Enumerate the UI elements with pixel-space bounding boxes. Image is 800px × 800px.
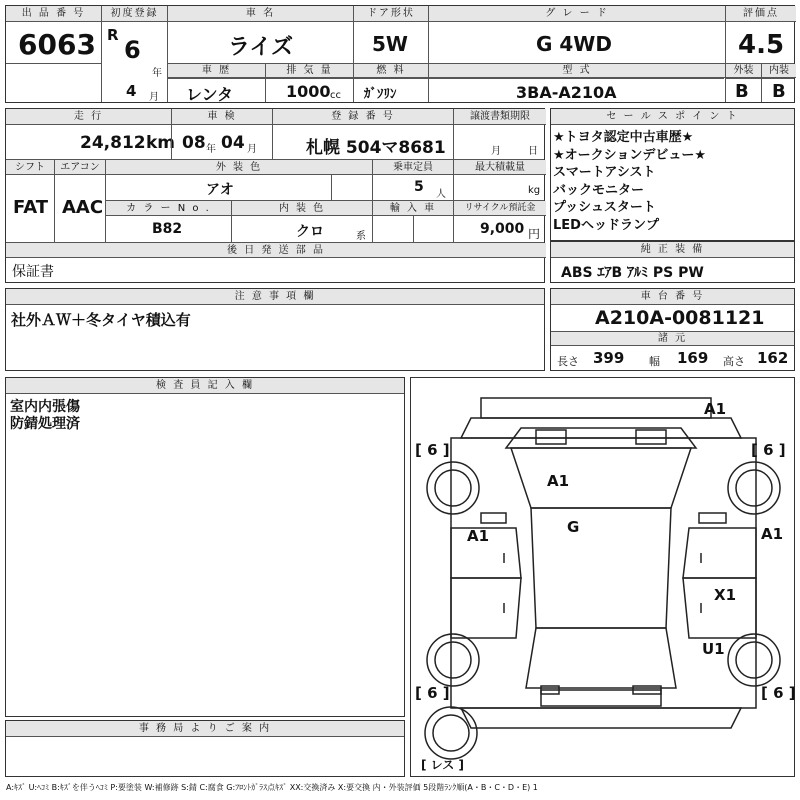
- model-value: 3BA-A210A: [516, 83, 617, 102]
- max-load-label: 最大積載量: [454, 160, 546, 175]
- inspection-month-unit: 月: [247, 144, 257, 155]
- height-label: 高さ: [723, 355, 745, 368]
- dims-label: 諸 元: [551, 332, 794, 346]
- first-reg-month: 4: [126, 82, 137, 100]
- inspection-year-unit: 年: [206, 144, 216, 155]
- width-value: 169: [677, 349, 709, 367]
- equipment-box: [550, 241, 795, 283]
- transfer-label: 譲渡書類期限: [454, 109, 546, 125]
- fuel-label: 燃 料: [354, 64, 428, 78]
- later-parts-value: 保証書: [12, 264, 54, 280]
- displacement-value: 1000: [286, 82, 331, 101]
- recycle-unit: 円: [528, 227, 541, 241]
- sales-point-item: ★オークションデビュー★: [553, 147, 707, 163]
- score-label: 評価点: [726, 6, 796, 22]
- office-box: [5, 720, 405, 777]
- legend: A:ｷｽﾞ U:ﾍｺﾐ B:ｷｽﾞを伴うﾍｺﾐ P:要塗装 W:補修跡 S:錆 C:腐食 G:ﾌﾛﾝﾄｶﾞﾗｽ点ｷｽﾞ XX:交換済み X:要交換 内・外装評価 5段階ﾗﾝｸ順(A・B・C・D・E) 1: [6, 783, 538, 792]
- history-value: レンタ: [186, 85, 233, 104]
- equipment-value: ABS ｴｱB ｱﾙﾐ PS PW: [561, 265, 704, 281]
- first-reg-year: 6: [124, 36, 141, 64]
- sales-point-item: バックモニター: [553, 182, 645, 198]
- inspector-box: [5, 377, 405, 717]
- aircon-label: エアコン: [55, 160, 105, 175]
- sales-point-item: ★トヨタ認定中古車歴★: [553, 130, 694, 145]
- width-label: 幅: [649, 355, 660, 368]
- notes-value: 社外ＡＷ＋冬タイヤ積込有: [11, 311, 191, 329]
- inspection-month: 04: [221, 133, 245, 153]
- damage-mark-left: A1: [467, 527, 490, 545]
- sales-points-label: セ ー ル ス ポ イ ン ト: [551, 109, 794, 125]
- import-label: 輸 入 車: [373, 201, 453, 216]
- exterior-color-label: 外 装 色: [106, 160, 372, 175]
- transfer-day-unit: 日: [528, 146, 538, 157]
- notes-label: 注 意 事 項 欄: [6, 289, 544, 305]
- tire-rl: [ 6 ]: [415, 684, 450, 702]
- car-name: ライズ: [228, 35, 294, 60]
- sales-points-box: [550, 108, 795, 241]
- color-no-value: B82: [152, 221, 183, 237]
- inspection-label: 車 検: [172, 109, 272, 125]
- displacement-label: 排 気 量: [266, 64, 353, 78]
- displacement-unit: cc: [330, 90, 341, 101]
- int-score: B: [772, 81, 786, 102]
- lot-label: 出 品 番 号: [6, 6, 101, 22]
- ext-score: B: [735, 81, 749, 102]
- shift-value: FAT: [13, 197, 49, 218]
- sales-point-item: LEDヘッドランプ: [553, 217, 659, 233]
- car-outline: [411, 378, 794, 776]
- sales-point-item: スマートアシスト: [553, 165, 656, 180]
- interior-color-value: クロ: [296, 224, 324, 240]
- damage-mark-right: A1: [761, 525, 784, 543]
- model-label: 型 式: [429, 64, 725, 78]
- first-reg-month-unit: 月: [149, 92, 159, 103]
- recycle-value: 9,000: [480, 221, 525, 237]
- capacity-unit: 人: [436, 189, 446, 200]
- notes-box: [5, 288, 545, 371]
- later-parts-label: 後 日 発 送 部 品: [6, 243, 546, 258]
- color-no-label: カ ラ ー N o .: [106, 201, 231, 216]
- tire-rr: [ 6 ]: [761, 684, 796, 702]
- top-block: [5, 5, 795, 103]
- capacity-label: 乗車定員: [373, 160, 453, 175]
- damage-mark-hood: A1: [547, 472, 570, 490]
- aircon-value: AAC: [62, 197, 104, 218]
- damage-diagram: [410, 377, 795, 777]
- damage-mark-front: A1: [704, 400, 727, 418]
- max-load-unit: kg: [528, 185, 541, 196]
- car-name-label: 車 名: [168, 6, 353, 22]
- tire-fr: [ 6 ]: [751, 441, 786, 459]
- fuel-value: ｶﾞｿﾘﾝ: [364, 87, 397, 102]
- transfer-month-unit: 月: [491, 146, 501, 157]
- damage-mark-glass: G: [567, 518, 580, 536]
- mid-block: [5, 108, 545, 283]
- length-value: 399: [593, 349, 625, 367]
- mileage-value: 24,812: [80, 133, 146, 153]
- shift-label: シフト: [6, 160, 54, 175]
- sales-point-item: プッシュスタート: [553, 200, 656, 215]
- ext-score-label: 外装: [726, 64, 761, 78]
- interior-color-label: 内 装 色: [232, 201, 372, 216]
- grade-value: G 4WD: [536, 32, 612, 56]
- capacity-value: 5: [414, 179, 424, 195]
- damage-mark-rear: U1: [702, 640, 725, 658]
- tire-fl: [ 6 ]: [415, 441, 450, 459]
- mileage-label: 走 行: [6, 109, 171, 125]
- inspector-line-2: 防錆処理済: [10, 416, 80, 432]
- int-score-label: 内装: [762, 64, 796, 78]
- recycle-label: リサイクル預託金: [454, 201, 546, 216]
- chassis-value: A210A-0081121: [595, 307, 765, 329]
- inspection-year: 08: [182, 133, 206, 153]
- sales-points-list: [553, 129, 706, 234]
- mileage-unit: km: [146, 133, 176, 153]
- office-label: 事 務 局 よ り ご 案 内: [6, 721, 404, 737]
- equipment-label: 純 正 装 備: [551, 242, 794, 258]
- exterior-color-value: アオ: [206, 182, 234, 198]
- door-label: ドア形状: [354, 6, 428, 22]
- height-value: 162: [757, 349, 789, 367]
- interior-color-unit: 系: [356, 231, 366, 242]
- spare-tire: [ レス ]: [421, 758, 464, 772]
- plate-value: 札幌 504マ8681: [306, 138, 446, 158]
- first-reg-year-unit: 年: [152, 68, 162, 79]
- first-reg-era: R: [107, 26, 119, 44]
- damage-mark-right-rear: X1: [714, 586, 737, 604]
- inspector-label: 検 査 員 記 入 欄: [6, 378, 404, 394]
- history-label: 車 歴: [168, 64, 265, 78]
- chassis-box: [550, 288, 795, 371]
- first-reg-label: 初度登録: [102, 6, 167, 22]
- inspector-line-1: 室内内張傷: [10, 399, 80, 415]
- plate-label: 登 録 番 号: [273, 109, 453, 125]
- length-label: 長さ: [557, 355, 579, 368]
- chassis-label: 車 台 番 号: [551, 289, 794, 305]
- grade-label: グ レ ー ド: [429, 6, 725, 22]
- lot-number: 6063: [18, 28, 96, 61]
- score-value: 4.5: [738, 30, 785, 60]
- door-value: 5W: [372, 32, 408, 56]
